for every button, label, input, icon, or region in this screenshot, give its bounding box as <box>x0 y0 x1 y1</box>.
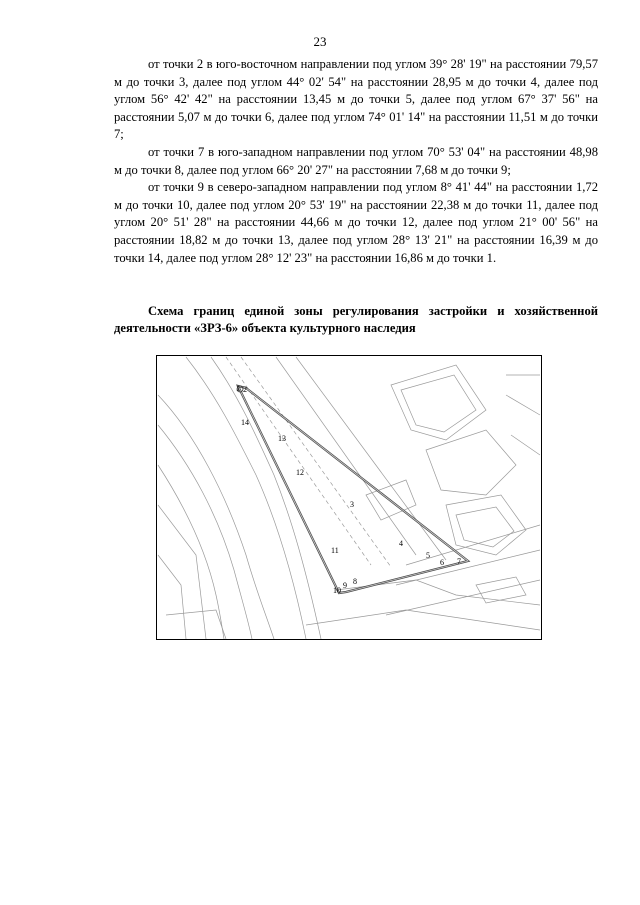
paragraph-1: от точки 2 в юго-восточном направлении под углом 39° 28' 19" на расстоянии 79,57 м до точки 3, далее под углом 44° 02' 54" на расстоянии 28,95 м до точки 4, далее под углом 56° 42' 42" на расстоянии 13,45 м до точки 5, далее под углом 67° 37' 56" на расстоянии 5,07 м до точки 6, далее под углом 74° 01' 14" на расстоянии 11,51 м до точки 7; <box>114 57 598 142</box>
scheme-heading: Схема границ единой зоны регулирования застройки и хозяйственной деятельности «ЗРЗ-6» объекта культурного наследия <box>114 304 598 335</box>
point-label-5: 5 <box>426 551 430 560</box>
point-label-1: 1 <box>236 384 240 393</box>
point-label-14: 14 <box>241 418 249 427</box>
paragraph-2: от точки 7 в юго-западном направлении под углом 70° 53' 04" на расстоянии 48,98 м до точки 8, далее под углом 66° 20' 27" на расстоянии 7,68 м до точки 9; <box>114 144 598 177</box>
point-label-11: 11 <box>331 546 339 555</box>
page-number: 23 <box>313 34 327 49</box>
point-label-13: 13 <box>278 434 286 443</box>
boundary-map <box>156 355 542 640</box>
point-label-4: 4 <box>399 539 403 548</box>
paragraph-3: от точки 9 в северо-западном направлении под углом 8° 41' 44" на расстоянии 1,72 м до точки 10, далее под углом 20° 53' 19" на расстоянии 22,38 м до точки 11, далее под углом 20° 51' 28" на расстоянии 44,66 м до точки 12, далее под углом 21° 00' 56" на расстоянии 18,82 м до точки 13, далее под углом 28° 13' 21" на расстоянии 16,39 м до точки 14, далее под углом 28° 12' 23" на расстоянии 16,86 м до точки 1. <box>114 180 598 265</box>
point-label-2: 2 <box>243 385 247 394</box>
point-label-9: 9 <box>343 581 347 590</box>
point-label-6: 6 <box>440 558 444 567</box>
point-label-12: 12 <box>296 468 304 477</box>
point-label-10: 10 <box>333 586 341 595</box>
point-label-3: 3 <box>350 500 354 509</box>
boundary-map-drawing <box>156 355 542 640</box>
point-label-8: 8 <box>353 577 357 586</box>
point-label-7: 7 <box>457 557 461 566</box>
body-text <box>114 56 598 267</box>
